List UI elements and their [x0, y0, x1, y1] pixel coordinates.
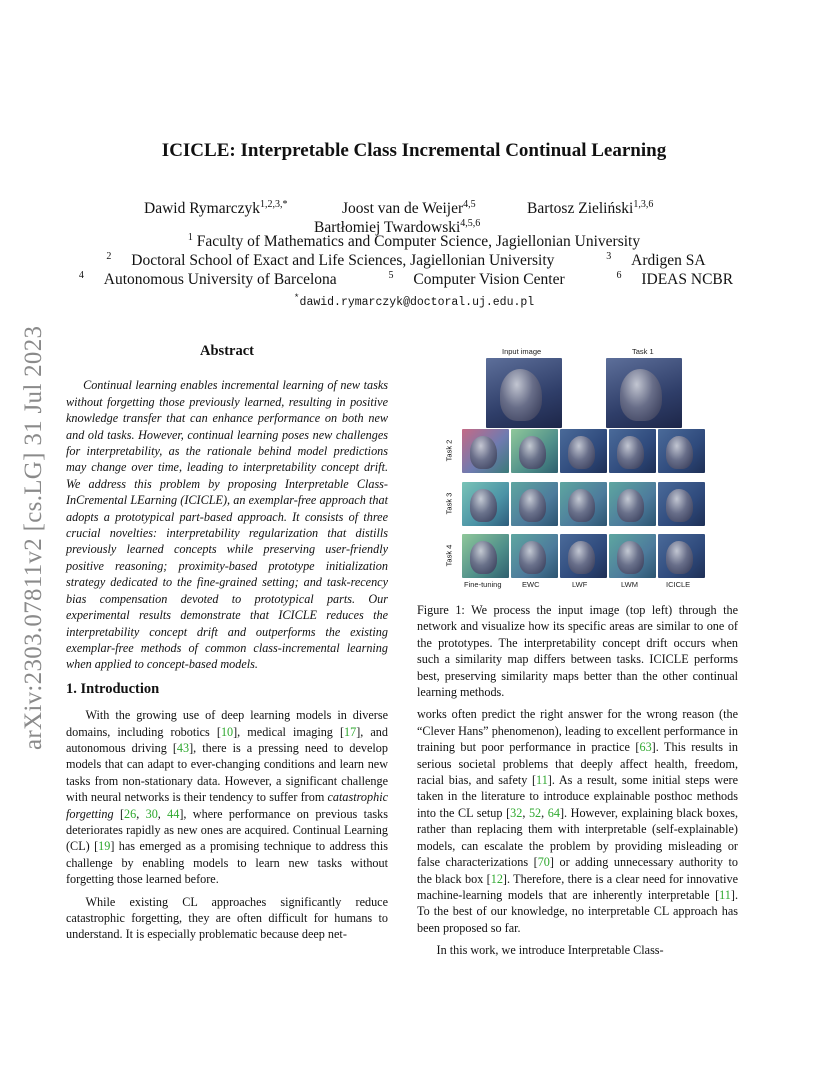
input-bird-image — [486, 358, 562, 428]
citation-link[interactable]: 70 — [537, 855, 550, 870]
author-list — [0, 195, 828, 237]
citation-link[interactable]: 63 — [639, 740, 652, 755]
left-column — [66, 343, 388, 943]
citation-link[interactable]: 52 — [528, 805, 542, 820]
map-task3-ewc — [511, 482, 558, 526]
col-label-icicle: ICICLE — [666, 580, 691, 589]
figure-1-caption: Figure 1: We process the input image (top left) through the network and visualize how its specific areas are similar to one of the prototypes. The interpretability concept drift occurs when such a similarity map differs between tasks. ICICLE performs best, preserving similarity maps better than the other continual learning methods. — [417, 603, 738, 700]
citation-link[interactable]: 26 — [124, 806, 137, 821]
paper-title: ICICLE: Interpretable Class Incremental Continual Learning — [161, 140, 667, 161]
citation-link[interactable]: 64 — [547, 805, 560, 820]
author-2: Joost van de Weijer$^{4,5}$ — [342, 199, 476, 218]
citation-link[interactable]: 10 — [220, 724, 234, 739]
map-task2-finetuning — [462, 429, 509, 473]
map-task4-finetuning — [462, 534, 509, 578]
author-4: Bartłomiej Twardowski$^{4,5,6}$ — [314, 218, 481, 237]
affiliation-line-2: $^2$ Doctoral School of Exact and Life Sciences, Jagiellonian University $^3$ Ardigen SA — [106, 251, 706, 270]
map-task2-lwm — [609, 429, 656, 473]
intro-paragraph-1: With the growing use of deep learning models in diverse domains, including robotics [10], medical imaging [17], and autonomous driving [43], there is a pressing need to develop models that can adapt to ever-changing conditions and learn new tasks from non-stationary data. However, a significant challenge with neural networks is their tendency to suffer from catastrophic forgetting [26, 30, 44], where performance on previous tasks deteriorates rapidly as new ones are acquired. Continual Learning (CL) [19] has emerged as a promising technique to address this challenge by enabling models to learn new tasks without forgetting those learned before. — [66, 708, 389, 887]
map-task2-lwf — [560, 429, 607, 473]
input-image-label: Input image — [502, 347, 542, 356]
right-paragraph-2: In this work, we introduce Interpretable Class- — [436, 943, 664, 958]
row-label-task3: Task 3 — [444, 492, 454, 515]
arxiv-stamp — [18, 295, 56, 755]
map-task3-lwf — [560, 482, 607, 526]
intro-paragraph-2: While existing CL approaches significantly reduce catastrophic forgetting, they are often difficult for humans to understand. It is especially problematic because deep net- — [66, 894, 388, 942]
contact-email: *dawid.rymarczyk@doctoral.uj.edu.pl — [293, 292, 535, 309]
col-label-lwm: LWM — [621, 580, 638, 589]
author-1: Dawid Rymarczyk$^{1,2,3,*}$ — [144, 199, 288, 218]
map-task3-lwm — [609, 482, 656, 526]
citation-link[interactable]: 44 — [167, 806, 180, 821]
citation-link[interactable]: 11 — [719, 887, 731, 902]
figure-1 — [446, 343, 711, 593]
task1-bird-image — [606, 358, 682, 428]
map-task2-ewc — [511, 429, 558, 473]
map-task4-lwf — [560, 534, 607, 578]
col-label-ewc: EWC — [522, 580, 540, 589]
map-task2-icicle — [658, 429, 705, 473]
citation-link[interactable]: 19 — [98, 839, 111, 854]
affiliation-line-3: $^4$ Autonomous University of Barcelona $^5$ Computer Vision Center $^6$ IDEAS NCBR — [78, 270, 734, 289]
col-label-finetuning: Fine-tuning — [464, 580, 502, 589]
citation-link[interactable]: 12 — [490, 871, 503, 886]
map-task4-icicle — [658, 534, 705, 578]
citation-link[interactable]: 43 — [176, 740, 190, 755]
abstract-text: Continual learning enables incremental learning of new tasks without forgetting those previously learned, resulting in positive knowledge transfer that can enhance performance on both new and old tasks. However, continual learning poses new challenges for interpretability, as the rationale behind model predictions may change over time, leading to interpretability concept drift. We address this problem by proposing Interpretable Class-InCremental LEarning (ICICLE), an exemplar-free approach that adopts a prototypical part-based approach. It consists of three crucial novelties: interpretability regularization that distills previously learned concepts while preserving user-friendly positive reasoning; proximity-based prototype initialization strategy dedicated to the fine-grained setting; and task-recency bias compensation devoted to prototypical parts. Our experimental results demonstrate that ICICLE reduces the interpretability concept drift and outperforms the existing exemplar-free methods of common class-incremental learning when applied to concept-based models. — [66, 378, 388, 672]
right-paragraph-1: works often predict the right answer for the wrong reason (the “Clever Hans” phenomenon), leading to excellent performance in training but poor performance in practice [63]. This results in serious societal problems that deeply affect health, freedom, racial bias, and safety [11]. As a result, some initial steps were taken in the literature to introduce explainable posthoc methods into the CL setup [32, 52, 64]. However, explaining black boxes, rather than replacing them with interpretable (self-explainable) models, can escalate the problem by providing misleading or false characterizations [70] or adding unnecessary authority to the black box [12]. Therefore, there is a clear need for innovative machine-learning models that are inherently interpretable [11]. To the best of our knowledge, no interpretable CL approach has been proposed so far. — [417, 707, 739, 935]
citation-link[interactable]: 32 — [510, 805, 523, 820]
arxiv-stamp-text: arXiv:2303.07811v2 [cs.LG] 31 Jul 2023 — [20, 325, 47, 750]
map-task4-lwm — [609, 534, 656, 578]
author-3: Bartosz Zieliński$^{1,3,6}$ — [527, 199, 654, 218]
citation-link[interactable]: 11 — [536, 773, 548, 788]
map-task3-finetuning — [462, 482, 509, 526]
row-label-task4: Task 4 — [444, 544, 454, 567]
citation-link[interactable]: 30 — [145, 806, 158, 821]
intro-heading: 1. Introduction — [66, 680, 160, 697]
right-column — [417, 600, 738, 959]
affiliation-line-1: $^1$ Faculty of Mathematics and Computer Science, Jagiellonian University — [187, 232, 641, 251]
map-task4-ewc — [511, 534, 558, 578]
citation-link[interactable]: 17 — [344, 724, 357, 739]
map-task3-icicle — [658, 482, 705, 526]
row-label-task2: Task 2 — [444, 439, 454, 462]
abstract-heading: Abstract — [200, 343, 254, 359]
task1-label: Task 1 — [632, 347, 654, 356]
col-label-lwf: LWF — [572, 580, 588, 589]
